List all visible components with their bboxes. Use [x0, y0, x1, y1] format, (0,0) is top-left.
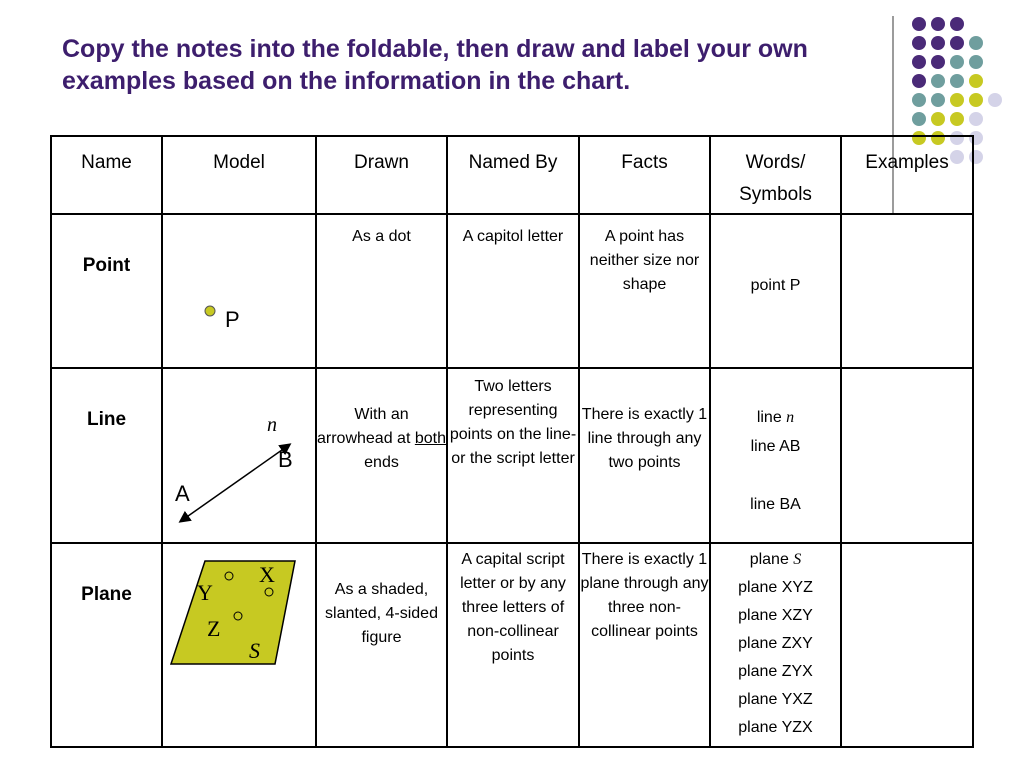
decorative-dot: [912, 74, 926, 88]
plane-words-item: plane ZXY: [738, 635, 813, 652]
decorative-dot: [931, 74, 945, 88]
plane-words-item: plane XYZ: [738, 579, 813, 596]
point-label: P: [225, 307, 240, 332]
geometry-notes-table: [50, 135, 974, 748]
line-drawn-underlined: both: [414, 430, 446, 447]
line-name: Line: [86, 409, 127, 430]
line-label-a: A: [175, 481, 190, 506]
line-words-1: [711, 403, 840, 432]
plane-words-prefix: plane: [749, 551, 789, 568]
plane-label-z: Z: [207, 616, 221, 641]
plane-words-script-line: [711, 546, 840, 574]
plane-model-cell: [162, 543, 316, 747]
line-model-cell: [162, 368, 316, 543]
plane-model: [163, 544, 315, 746]
plane-words: [711, 544, 840, 742]
decorative-dot: [950, 112, 964, 126]
decorative-dot: [969, 93, 983, 107]
decorative-dot: [950, 93, 964, 107]
plane-named-by-cell: [447, 543, 579, 747]
point-dot: [205, 306, 215, 316]
decorative-dot: [969, 55, 983, 69]
table-row-point: [51, 214, 973, 368]
point-named-by-cell: [447, 214, 579, 368]
line-model-arrow-line: [181, 445, 289, 521]
point-drawn: As a dot: [352, 228, 411, 245]
decorative-dot: [950, 74, 964, 88]
plane-words-item: plane ZYX: [738, 663, 813, 680]
point-named-by: A capitol letter: [462, 228, 564, 245]
header-words-symbols: [710, 136, 841, 214]
decorative-dot: [950, 55, 964, 69]
line-label-n: n: [267, 414, 277, 436]
plane-label-x: X: [259, 562, 275, 587]
decorative-dot: [988, 93, 1002, 107]
decorative-dot: [912, 93, 926, 107]
plane-examples-cell: [841, 543, 973, 747]
decorative-dot: [912, 17, 926, 31]
line-facts-cell: [579, 368, 710, 543]
line-words-prefix: line: [756, 409, 782, 426]
point-facts-cell: [579, 214, 710, 368]
header-row: [51, 136, 973, 214]
header-facts: Facts: [579, 136, 710, 214]
decorative-dot: [950, 36, 964, 50]
decorative-dot: [912, 112, 926, 126]
line-examples-cell: [841, 368, 973, 543]
line-drawn-before: With an arrowhead at: [317, 406, 411, 447]
plane-words-cell: [710, 543, 841, 747]
slide-title: Copy the notes into the foldable, then draw and label your own examples based on the information in the chart.: [62, 35, 808, 95]
decorative-dot: [912, 55, 926, 69]
line-words: [711, 369, 840, 519]
table-row-plane: [51, 543, 973, 747]
point-words: point P: [750, 277, 801, 294]
line-drawn-after: ends: [364, 454, 399, 471]
decorative-dot: [931, 17, 945, 31]
point-facts: A point has neither size nor shape: [589, 228, 700, 293]
plane-label-s: S: [249, 638, 260, 663]
plane-model-svg: [163, 544, 313, 744]
line-named-by-cell: [447, 368, 579, 543]
line-words-script: n: [786, 409, 795, 426]
header-model: Model: [162, 136, 316, 214]
point-name-cell: [51, 214, 162, 368]
line-facts: There is exactly 1 line through any two points: [581, 406, 708, 471]
plane-facts-cell: [579, 543, 710, 747]
plane-words-script: S: [793, 551, 802, 568]
decorative-dot: [969, 74, 983, 88]
header-words-line1: Words/: [745, 152, 806, 173]
decorative-dot: [931, 36, 945, 50]
decorative-dot: [950, 17, 964, 31]
line-named-by: Two letters representing points on the line- or the script letter: [449, 378, 577, 467]
header-examples: Examples: [841, 136, 973, 214]
line-drawn: [317, 369, 446, 475]
header-drawn: Drawn: [316, 136, 447, 214]
plane-facts: There is exactly 1 plane through any three non-collinear points: [580, 551, 709, 640]
line-model-svg: [163, 369, 313, 539]
plane-words-item: plane YXZ: [738, 691, 813, 708]
plane-drawn-cell: [316, 543, 447, 747]
decorative-dot: [931, 55, 945, 69]
plane-named-by: A capital script letter or by any three letters of non-collinear points: [460, 551, 566, 664]
point-name: Point: [82, 255, 131, 276]
plane-name-cell: [51, 543, 162, 747]
line-model: [163, 369, 315, 542]
line-label-b: B: [278, 447, 293, 472]
line-words-cell: [710, 368, 841, 543]
point-model: [163, 215, 315, 367]
decorative-dot: [931, 93, 945, 107]
plane-words-item: plane XZY: [738, 607, 813, 624]
decorative-dot: [969, 112, 983, 126]
point-examples-cell: [841, 214, 973, 368]
line-words-2: line AB: [750, 438, 801, 455]
plane-drawn: As a shaded, slanted, 4-sided figure: [325, 581, 438, 646]
decorative-dot: [969, 36, 983, 50]
line-drawn-cell: [316, 368, 447, 543]
point-model-svg: [163, 215, 313, 365]
table-row-line: [51, 368, 973, 543]
plane-name: Plane: [81, 584, 132, 605]
header-words-line2: Symbols: [739, 184, 812, 205]
line-words-3: line BA: [750, 496, 801, 513]
header-named-by: Named By: [447, 136, 579, 214]
point-drawn-cell: [316, 214, 447, 368]
line-name-cell: [51, 368, 162, 543]
plane-words-item: plane YZX: [738, 719, 813, 736]
plane-label-y: Y: [197, 580, 213, 605]
header-name: Name: [51, 136, 162, 214]
point-model-cell: [162, 214, 316, 368]
decorative-dot: [931, 112, 945, 126]
decorative-dot: [912, 36, 926, 50]
point-words-cell: [710, 214, 841, 368]
